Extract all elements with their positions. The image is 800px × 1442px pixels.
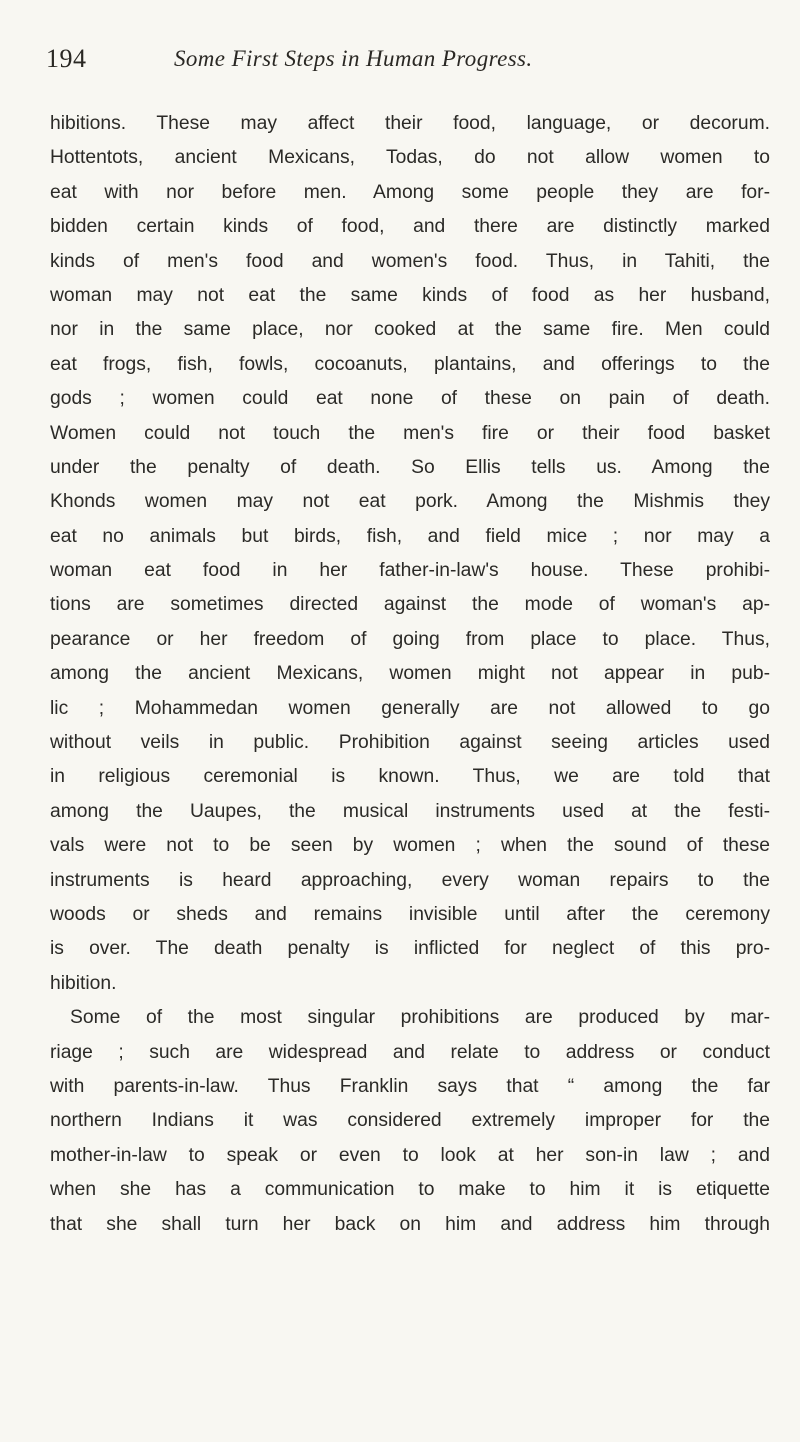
text-line: among the ancient Mexicans, women might not appear in pub- bbox=[50, 663, 770, 685]
paragraph-first-line: Some of the most singular prohibitions are produced by mar- bbox=[70, 1007, 770, 1029]
text-line: woman eat food in her father-in-law's house. These prohibi- bbox=[50, 560, 770, 582]
text-line: eat no animals but birds, fish, and field mice ; nor may a bbox=[50, 525, 770, 547]
body-text bbox=[50, 107, 770, 1242]
text-line: riage ; such are widespread and relate to address or conduct bbox=[50, 1041, 770, 1063]
text-line: northern Indians it was considered extremely improper for the bbox=[50, 1110, 770, 1132]
text-line: woman may not eat the same kinds of food as her husband, bbox=[50, 284, 770, 306]
text-line: hibitions. These may affect their food, language, or decorum. bbox=[50, 113, 770, 134]
text-line: among the Uaupes, the musical instruments used at the festi- bbox=[50, 800, 770, 822]
text-line: kinds of men's food and women's food. Thus, in Tahiti, the bbox=[50, 250, 770, 272]
text-line: eat with nor before men. Among some people they are for- bbox=[50, 181, 770, 203]
text-line: is over. The death penalty is inflicted for neglect of this pro- bbox=[50, 938, 770, 960]
text-line: pearance or her freedom of going from place to place. Thus, bbox=[50, 628, 770, 650]
page-number: 194 bbox=[46, 44, 87, 73]
text-line: that she shall turn her back on him and address him through bbox=[50, 1213, 770, 1235]
text-line: under the penalty of death. So Ellis tells us. Among the bbox=[50, 456, 770, 478]
text-line: Women could not touch the men's fire or their food basket bbox=[50, 422, 770, 444]
text-line: lic ; Mohammedan women generally are not allowed to go bbox=[50, 697, 770, 719]
paragraph-last-line: hibition. bbox=[50, 972, 117, 994]
text-line: Khonds women may not eat pork. Among the Mishmis they bbox=[50, 491, 770, 513]
text-line: Hottentots, ancient Mexicans, Todas, do not allow women to bbox=[50, 147, 770, 169]
text-line: without veils in public. Prohibition against seeing articles used bbox=[50, 732, 770, 754]
text-line: bidden certain kinds of food, and there are distinctly marked bbox=[50, 216, 770, 238]
text-line: gods ; women could eat none of these on pain of death. bbox=[50, 388, 770, 410]
text-line: vals were not to be seen by women ; when the sound of these bbox=[50, 835, 770, 857]
text-line: nor in the same place, nor cooked at the same fire. Men could bbox=[50, 319, 770, 341]
text-line: woods or sheds and remains invisible until after the ceremony bbox=[50, 903, 770, 925]
text-line: eat frogs, fish, fowls, cocoanuts, plantains, and offerings to the bbox=[50, 353, 770, 375]
running-head bbox=[46, 44, 766, 84]
text-line: with parents-in-law. Thus Franklin says that “ among the far bbox=[50, 1075, 770, 1097]
text-line: mother-in-law to speak or even to look at her son-in law ; and bbox=[50, 1144, 770, 1166]
running-title: Some First Steps in Human Progress. bbox=[174, 46, 533, 71]
text-line: instruments is heard approaching, every woman repairs to the bbox=[50, 869, 770, 891]
text-line: when she has a communication to make to him it is etiquette bbox=[50, 1179, 770, 1201]
text-line: tions are sometimes directed against the mode of woman's ap- bbox=[50, 594, 770, 616]
text-line: in religious ceremonial is known. Thus, we are told that bbox=[50, 766, 770, 788]
